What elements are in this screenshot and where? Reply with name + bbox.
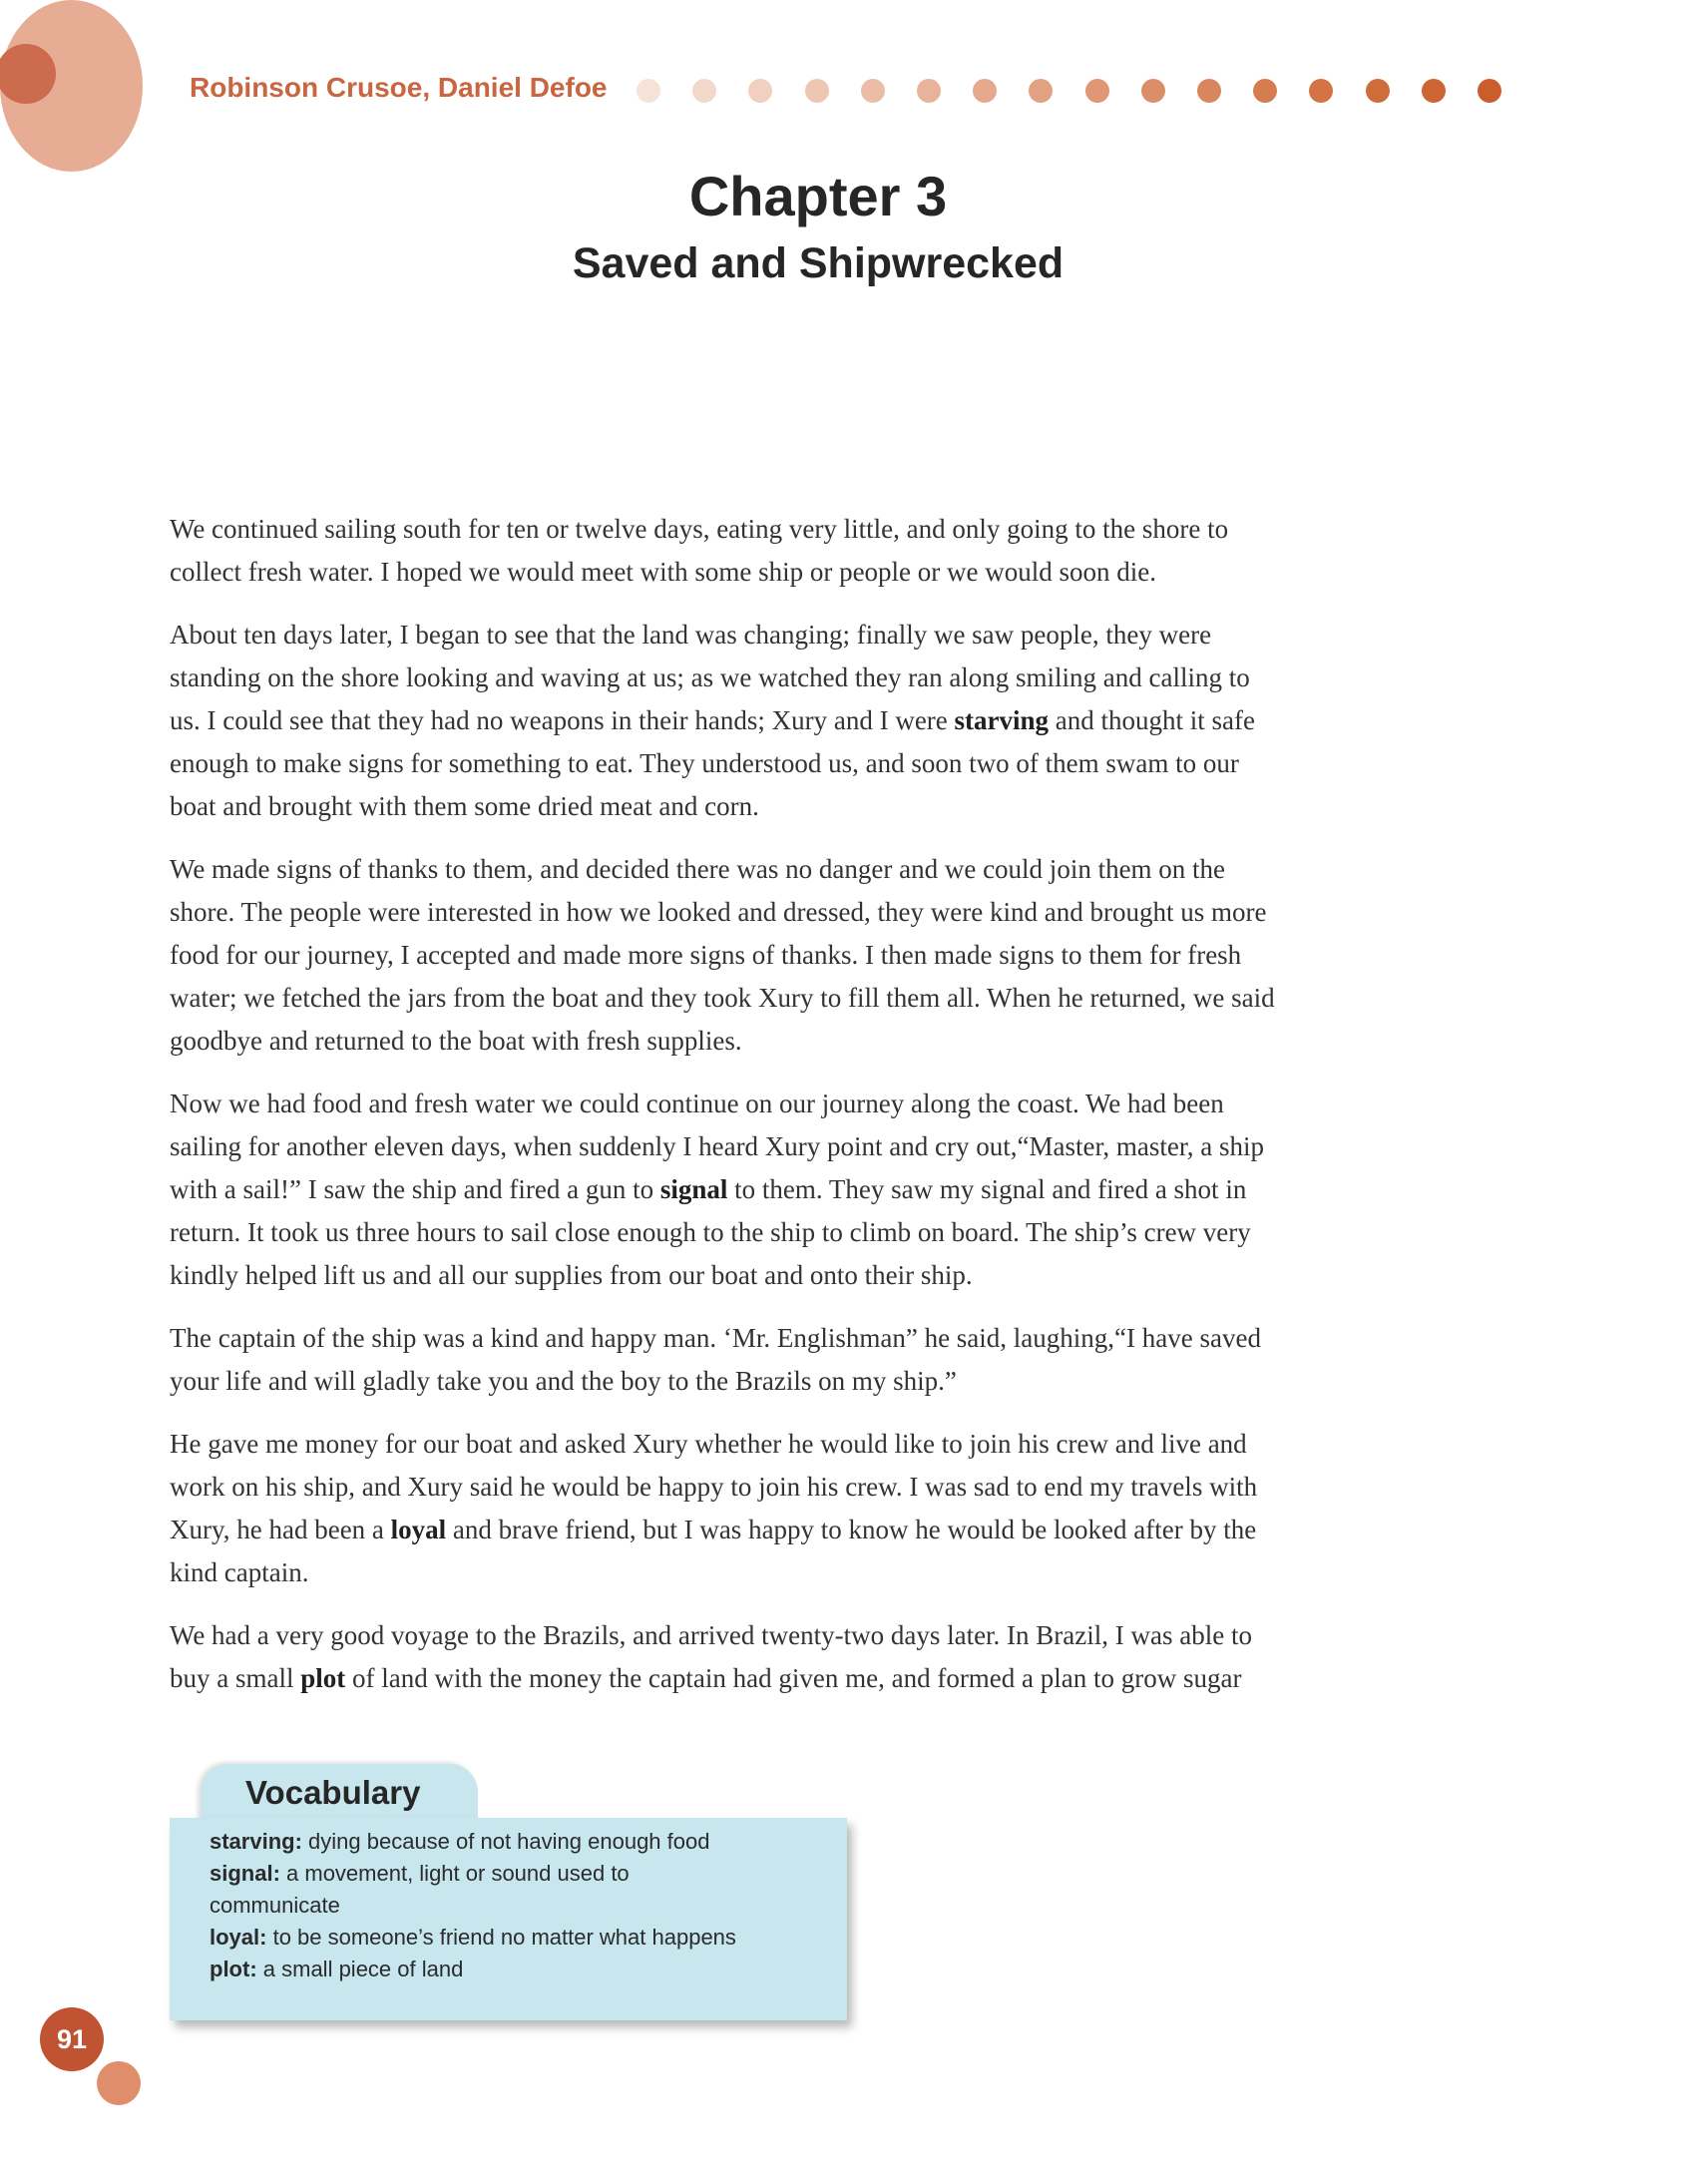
- text-segment: work on his ship, and Xury said he would be happy to join his crew. I was sad to end my travels with: [170, 1472, 1258, 1502]
- vocabulary-definition: communicate: [210, 1893, 340, 1918]
- text-line: [170, 614, 1487, 656]
- vocabulary-definition: a movement, light or sound used to: [279, 1861, 630, 1886]
- text-line: [170, 1423, 1487, 1466]
- text-segment: sailing for another eleven days, when suddenly I heard Xury point and cry out,“Master, master, a ship: [170, 1131, 1265, 1161]
- text-segment: food for our journey, I accepted and made more signs of thanks. I then made signs to them for fresh: [170, 940, 1242, 970]
- header-dot: [748, 79, 772, 103]
- vocabulary-definition: to be someone’s friend no matter what happens: [266, 1925, 736, 1950]
- text-segment: collect fresh water. I hoped we would meet with some ship or people or we would soon die.: [170, 557, 1157, 587]
- text-line: [170, 1614, 1487, 1657]
- text-segment: and thought it safe: [1049, 705, 1256, 735]
- vocab-highlight-word: loyal: [390, 1515, 447, 1544]
- header-dot: [1029, 79, 1053, 103]
- chapter-title: Saved and Shipwrecked: [572, 239, 1065, 287]
- vocabulary-entry: [210, 1954, 828, 1985]
- header-dot: [637, 79, 660, 103]
- chapter-number: Chapter 3: [688, 165, 948, 227]
- text-line: [170, 1083, 1487, 1125]
- text-segment: to them. They saw my signal and fired a shot in: [727, 1174, 1247, 1204]
- vocabulary-definition: a small piece of land: [256, 1957, 464, 1981]
- text-segment: We had a very good voyage to the Brazils, and arrived twenty-two days later. In Brazil, I was able to: [170, 1620, 1252, 1650]
- text-line: [170, 1020, 1487, 1063]
- header-dot: [861, 79, 885, 103]
- chapter-body-text: [170, 508, 1487, 1720]
- text-segment: enough to make signs for something to eat. They understood us, and soon two of them swam to our: [170, 748, 1239, 778]
- vocabulary-term: plot:: [210, 1957, 257, 1981]
- text-segment: We made signs of thanks to them, and decided there was no danger and we could join them on the: [170, 854, 1226, 884]
- text-line: [170, 848, 1487, 891]
- text-segment: return. It took us three hours to sail close enough to the ship to climb on board. The ship’s crew very: [170, 1217, 1251, 1247]
- text-segment: with a sail!” I saw the ship and fired a gun to: [170, 1174, 660, 1204]
- text-line: [170, 1551, 1487, 1594]
- paragraph: [170, 848, 1487, 1063]
- header-dot: [1422, 79, 1446, 103]
- vocabulary-term: signal:: [210, 1861, 280, 1886]
- paragraph: [170, 1317, 1487, 1403]
- text-segment: He gave me money for our boat and asked Xury whether he would like to join his crew and live and: [170, 1429, 1247, 1459]
- text-line: [170, 1254, 1487, 1297]
- vocab-highlight-word: starving: [954, 705, 1050, 735]
- paragraph: [170, 1614, 1487, 1700]
- text-segment: kindly helped lift us and all our supplies from our boat and onto their ship.: [170, 1260, 973, 1290]
- header-dot: [1366, 79, 1390, 103]
- text-segment: of land with the money the captain had given me, and formed a plan to grow sugar: [345, 1663, 1242, 1693]
- header-dot: [1478, 79, 1501, 103]
- text-segment: buy a small: [170, 1663, 301, 1693]
- text-line: [170, 891, 1487, 934]
- text-line: [170, 1125, 1487, 1168]
- paragraph: [170, 1423, 1487, 1594]
- paragraph: [170, 508, 1487, 594]
- header-dot: [1309, 79, 1333, 103]
- vocabulary-definition: dying because of not having enough food: [301, 1829, 710, 1854]
- text-segment: us. I could see that they had no weapons in their hands; Xury and I were: [170, 705, 955, 735]
- text-line: [170, 1466, 1487, 1509]
- vocabulary-term: starving:: [210, 1829, 302, 1854]
- text-line: [170, 508, 1487, 551]
- text-segment: About ten days later, I began to see that the land was changing; finally we saw people, they were: [170, 620, 1212, 650]
- text-segment: We continued sailing south for ten or twelve days, eating very little, and only going to the shore to: [170, 514, 1229, 544]
- text-segment: kind captain.: [170, 1557, 309, 1587]
- text-segment: water; we fetched the jars from the boat and they took Xury to fill them all. When he returned, we said: [170, 983, 1275, 1013]
- text-segment: goodbye and returned to the boat with fresh supplies.: [170, 1026, 742, 1056]
- header-dot: [1197, 79, 1221, 103]
- running-header-book-title: Robinson Crusoe, Daniel Defoe: [190, 72, 608, 103]
- text-line: [170, 1211, 1487, 1254]
- text-segment: standing on the shore looking and waving at us; as we watched they ran along smiling and calling to: [170, 662, 1250, 692]
- text-line: [170, 785, 1487, 828]
- text-line: [170, 977, 1487, 1020]
- text-segment: Xury, he had been a: [170, 1515, 391, 1544]
- header-dot: [1085, 79, 1109, 103]
- vocabulary-term: loyal:: [210, 1925, 267, 1950]
- text-segment: Now we had food and fresh water we could continue on our journey along the coast. We had been: [170, 1089, 1224, 1118]
- text-line: [170, 1168, 1487, 1211]
- vocabulary-list: [210, 1826, 828, 1985]
- text-line: [170, 656, 1487, 699]
- page-number: 91: [56, 2024, 88, 2054]
- text-segment: The captain of the ship was a kind and happy man. ‘Mr. Englishman” he said, laughing,“I have saved: [170, 1323, 1261, 1353]
- header-dot: [805, 79, 829, 103]
- chapter-heading: [0, 160, 1636, 293]
- text-segment: your life and will gladly take you and the boy to the Brazils on my ship.”: [170, 1366, 957, 1396]
- paragraph: [170, 1083, 1487, 1297]
- header-dot: [973, 79, 997, 103]
- vocab-highlight-word: signal: [659, 1174, 728, 1204]
- text-segment: boat and brought with them some dried meat and corn.: [170, 791, 759, 821]
- vocabulary-heading: Vocabulary: [245, 1774, 421, 1811]
- vocabulary-entry: [210, 1858, 828, 1922]
- paragraph: [170, 614, 1487, 828]
- text-line: [170, 742, 1487, 785]
- text-segment: and brave friend, but I was happy to know he would be looked after by the: [446, 1515, 1257, 1544]
- text-line: [170, 1657, 1487, 1700]
- text-line: [170, 1509, 1487, 1551]
- header-dot: [917, 79, 941, 103]
- text-line: [170, 1360, 1487, 1403]
- vocab-highlight-word: plot: [300, 1663, 346, 1693]
- text-line: [170, 551, 1487, 594]
- text-line: [170, 934, 1487, 977]
- text-line: [170, 699, 1487, 742]
- vocabulary-entry: [210, 1826, 828, 1858]
- vocabulary-entry: [210, 1922, 828, 1954]
- text-segment: shore. The people were interested in how we looked and dressed, they were kind and brought us more: [170, 897, 1267, 927]
- text-line: [170, 1317, 1487, 1360]
- header-dot: [1253, 79, 1277, 103]
- header-dot: [692, 79, 716, 103]
- header-dot: [1141, 79, 1165, 103]
- page-decor-circle-small: [97, 2061, 141, 2105]
